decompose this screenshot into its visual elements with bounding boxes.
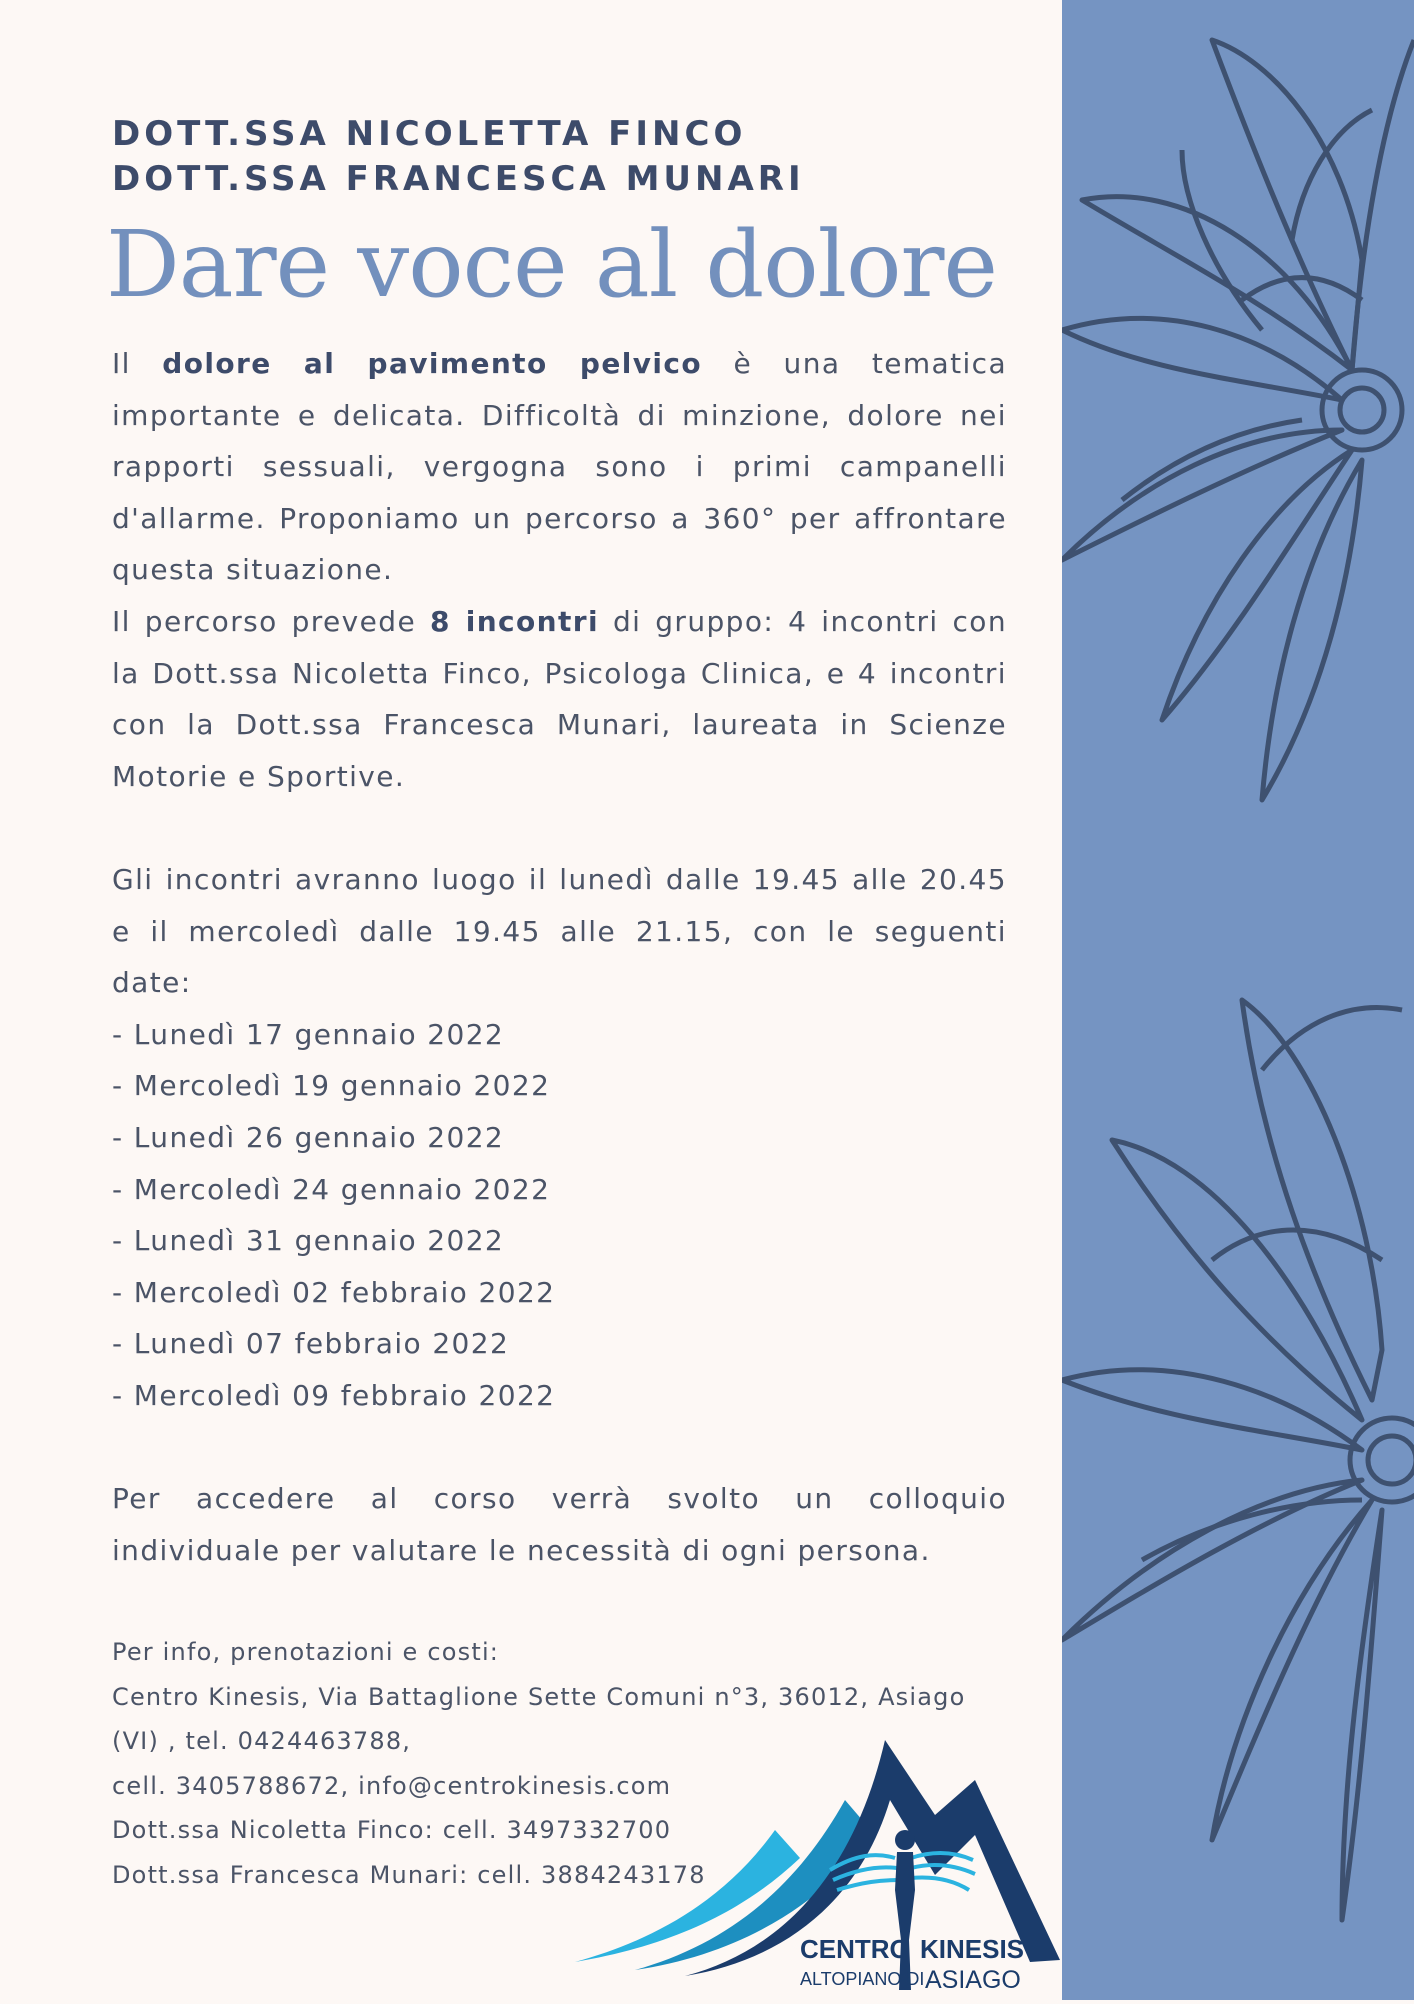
access-note: Per accedere al corso verrà svolto un colloquio individuale per valutare le necessità di ogni persona. <box>112 1482 1007 1567</box>
intro-paragraph-1 <box>112 338 1007 596</box>
logo-word-centro: CENTRO <box>800 1934 910 1964</box>
date-item: - Lunedì 26 gennaio 2022 <box>112 1120 505 1154</box>
date-item: - Mercoledì 02 febbraio 2022 <box>112 1275 556 1309</box>
logo-word-asiago: ASIAGO <box>925 1966 1021 1994</box>
info-munari-cell: Dott.ssa Francesca Munari: cell. 3884243178 <box>112 1860 706 1889</box>
intro-text: di gruppo: 4 incontri con la Dott.ssa Nicoletta Finco, Psicologa Clinica, e 4 incontri con la Dott.ssa Francesca Munari, laureata in Scienze Motorie e Sportive. <box>112 604 1007 793</box>
main-content <box>106 112 1008 1576</box>
centro-kinesis-logo <box>575 1740 1060 2000</box>
info-finco-cell: Dott.ssa Nicoletta Finco: cell. 3497332700 <box>112 1816 672 1844</box>
logo-word-kinesis: KINESIS <box>920 1934 1025 1964</box>
lotus-flower-illustration <box>1062 0 1414 2000</box>
info-address: Centro Kinesis, Via Battaglione Sette Comuni n°3, 36012, Asiago <box>112 1682 966 1711</box>
schedule-intro: Gli incontri avranno luogo il lunedì dalle 19.45 alle 20.45 e il mercoledì dalle 19.45 alle 21.15, con le seguenti date: <box>112 862 1007 1000</box>
date-item: - Mercoledì 09 febbraio 2022 <box>112 1378 556 1412</box>
intro-text: Il <box>112 347 163 380</box>
logo-word-altopiano: ALTOPIANO DI <box>800 1969 925 1989</box>
mountain-logo-icon <box>575 1740 1060 2000</box>
intro-bold-text: 8 incontri <box>430 604 599 638</box>
intro-paragraph-2 <box>112 596 1007 802</box>
date-item: - Lunedì 17 gennaio 2022 <box>112 1017 505 1051</box>
info-heading: Per info, prenotazioni e costi: <box>112 1638 500 1666</box>
intro-text: Il percorso prevede <box>112 604 431 638</box>
date-item: - Lunedì 07 febbraio 2022 <box>112 1327 510 1361</box>
spacer <box>112 802 1007 854</box>
page-title: Dare voce al dolore <box>106 211 997 318</box>
info-cell-email: cell. 3405788672, info@centrokinesis.com <box>112 1771 672 1800</box>
spacer <box>112 1421 1007 1473</box>
doctor-name-munari: DOTT.SSA FRANCESCA MUNARI <box>112 159 805 199</box>
date-item: - Mercoledì 24 gennaio 2022 <box>112 1172 551 1206</box>
decorative-flower-panel <box>1062 0 1414 2000</box>
date-item: - Lunedì 31 gennaio 2022 <box>112 1224 505 1258</box>
doctor-name-finco: DOTT.SSA NICOLETTA FINCO <box>112 114 747 154</box>
intro-text: è una tematica importante e delicata. Difficoltà di minzione, dolore nei rapporti sessuali, vergogna sono i primi campanelli d'allarme. Proponiamo un percorso a 360° per affrontare questa situazione. <box>112 347 1008 587</box>
date-item: - Mercoledì 19 gennaio 2022 <box>112 1069 551 1103</box>
intro-bold-text: dolore al pavimento pelvico <box>162 347 703 380</box>
info-phone: (VI) , tel. 0424463788, <box>112 1727 412 1755</box>
